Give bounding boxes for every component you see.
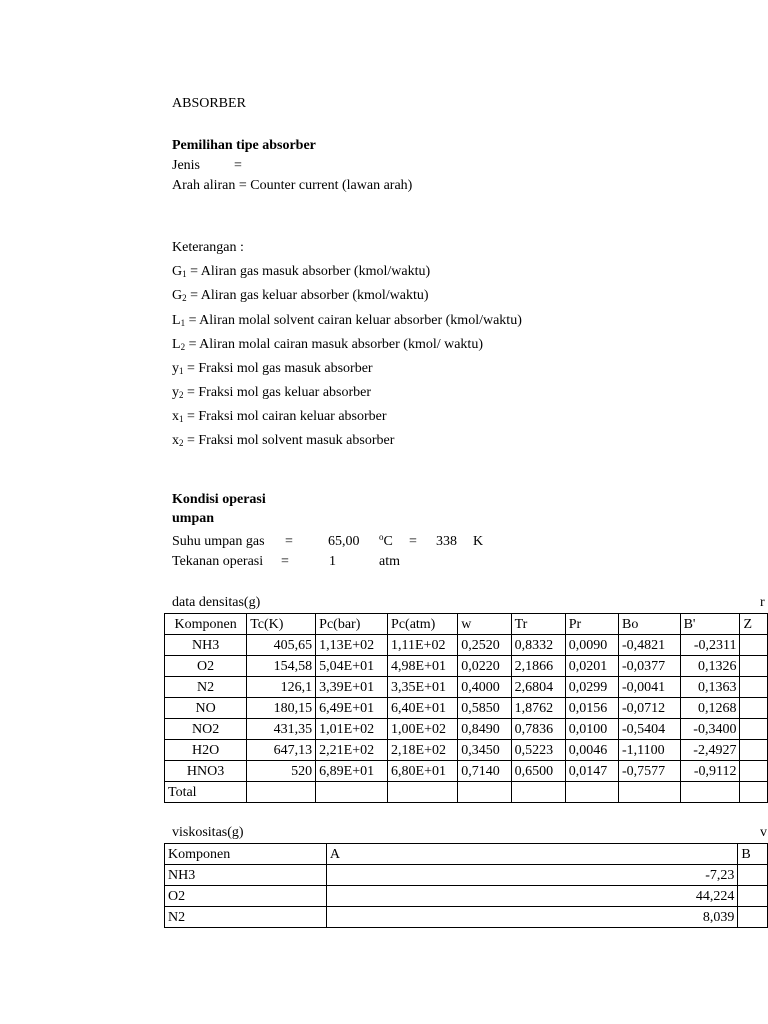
- table-row: [165, 907, 768, 928]
- table-row: [165, 740, 768, 761]
- table-cell: O2: [165, 656, 247, 677]
- densitas-table: [164, 613, 768, 803]
- table-cell: [740, 656, 768, 677]
- table-cell: 6,40E+01: [388, 698, 458, 719]
- table-cell: 0,0299: [565, 677, 618, 698]
- table-cell: -7,23: [326, 865, 738, 886]
- tekanan-unit: atm: [379, 554, 400, 569]
- tekanan-value: 1: [329, 554, 336, 569]
- table-cell: 2,21E+02: [316, 740, 388, 761]
- table-header-cell: Bo: [619, 614, 681, 635]
- table-cell: -1,1100: [619, 740, 681, 761]
- table-cell: 6,49E+01: [316, 698, 388, 719]
- table-cell: N2: [165, 907, 327, 928]
- viskositas-caption: viskositas(g): [172, 825, 244, 840]
- keterangan-item: $L_1$ = Aliran molal solvent cairan keluar absorber (kmol/waktu): [172, 313, 522, 328]
- table-cell: [565, 782, 618, 803]
- table-cell: [738, 886, 768, 907]
- table-cell: 2,18E+02: [388, 740, 458, 761]
- table-cell: 3,35E+01: [388, 677, 458, 698]
- table-row: [165, 656, 768, 677]
- table-cell: [740, 782, 768, 803]
- table-cell: 0,0147: [565, 761, 618, 782]
- table-cell: 0,0156: [565, 698, 618, 719]
- keterangan-item: $x_1$ = Fraksi mol cairan keluar absorber: [172, 409, 387, 424]
- section-heading-kondisi: Kondisi operasi: [172, 492, 266, 507]
- viskositas-table: [164, 843, 768, 928]
- table-cell: 6,80E+01: [388, 761, 458, 782]
- table-cell: 520: [247, 761, 316, 782]
- section-heading-pemilihan: Pemilihan tipe absorber: [172, 138, 316, 153]
- table-cell: 0,1268: [680, 698, 740, 719]
- table-cell: 126,1: [247, 677, 316, 698]
- table-header-cell: Komponen: [165, 844, 327, 865]
- table-cell: -2,4927: [680, 740, 740, 761]
- table-cell: 1,13E+02: [316, 635, 388, 656]
- table-cell: O2: [165, 886, 327, 907]
- suhu-label: Suhu umpan gas: [172, 534, 265, 549]
- section-heading-kondisi-2: umpan: [172, 511, 215, 526]
- table-cell: NO2: [165, 719, 247, 740]
- table-cell: [740, 677, 768, 698]
- table-cell: -0,5404: [619, 719, 681, 740]
- table-cell: 0,0100: [565, 719, 618, 740]
- table-cell: 8,039: [326, 907, 738, 928]
- table-cell: -0,7577: [619, 761, 681, 782]
- table-header-cell: Z: [740, 614, 768, 635]
- table-cell: [247, 782, 316, 803]
- table-cell: [740, 719, 768, 740]
- table-cell: 0,2520: [458, 635, 511, 656]
- keterangan-label: Keterangan :: [172, 240, 244, 255]
- table-cell: 0,8332: [511, 635, 565, 656]
- suhu-unit: $^o$C: [379, 532, 393, 549]
- jenis-equals: =: [234, 158, 242, 173]
- suhu-k-unit: K: [473, 534, 484, 549]
- document-title: ABSORBER: [172, 96, 246, 111]
- table-cell: 0,1326: [680, 656, 740, 677]
- table-cell: 0,6500: [511, 761, 565, 782]
- keterangan-item: $x_2$ = Fraksi mol solvent masuk absorber: [172, 433, 395, 448]
- table-row: [165, 677, 768, 698]
- table-cell: [619, 782, 681, 803]
- table-row: [165, 886, 768, 907]
- table-cell: 0,0090: [565, 635, 618, 656]
- table-header-cell: Pr: [565, 614, 618, 635]
- table-cell: -0,4821: [619, 635, 681, 656]
- table-cell: NO: [165, 698, 247, 719]
- table-header-row: [165, 844, 768, 865]
- table-cell: [680, 782, 740, 803]
- table-cell: 44,224: [326, 886, 738, 907]
- table-header-row: [165, 614, 768, 635]
- table-header-cell: B: [738, 844, 768, 865]
- table-row: [165, 761, 768, 782]
- table-cell: 0,7140: [458, 761, 511, 782]
- table-cell: 154,58: [247, 656, 316, 677]
- table-cell: 0,1363: [680, 677, 740, 698]
- table-cell: -0,0377: [619, 656, 681, 677]
- table-cell: N2: [165, 677, 247, 698]
- total-label: Total: [165, 782, 247, 803]
- table-cell: [388, 782, 458, 803]
- table-cell: 3,39E+01: [316, 677, 388, 698]
- table-row: [165, 698, 768, 719]
- table-cell: 180,15: [247, 698, 316, 719]
- table-cell: 1,11E+02: [388, 635, 458, 656]
- table-cell: [738, 865, 768, 886]
- table-cell: NH3: [165, 865, 327, 886]
- suhu-equals-2: =: [409, 534, 417, 549]
- table-cell: 1,00E+02: [388, 719, 458, 740]
- table-cell: 2,1866: [511, 656, 565, 677]
- table-cell: 0,4000: [458, 677, 511, 698]
- keterangan-item: $y_2$ = Fraksi mol gas keluar absorber: [172, 385, 372, 400]
- table-header-cell: Tc(K): [247, 614, 316, 635]
- table-header-cell: w: [458, 614, 511, 635]
- densitas-caption-right: r: [760, 595, 765, 610]
- suhu-equals: =: [285, 534, 293, 549]
- table-cell: 0,0046: [565, 740, 618, 761]
- table-cell: [511, 782, 565, 803]
- table-cell: 0,0220: [458, 656, 511, 677]
- arah-aliran-line: Arah aliran = Counter current (lawan arah): [172, 178, 413, 193]
- table-cell: -0,2311: [680, 635, 740, 656]
- table-row: [165, 635, 768, 656]
- table-row: [165, 719, 768, 740]
- table-header-cell: A: [326, 844, 738, 865]
- table-row-total: [165, 782, 768, 803]
- table-cell: -0,3400: [680, 719, 740, 740]
- tekanan-label: Tekanan operasi: [172, 554, 264, 569]
- tekanan-equals: =: [281, 554, 289, 569]
- table-cell: 0,5223: [511, 740, 565, 761]
- table-cell: H2O: [165, 740, 247, 761]
- table-cell: -0,9112: [680, 761, 740, 782]
- table-cell: [316, 782, 388, 803]
- table-cell: [738, 907, 768, 928]
- table-cell: 0,8490: [458, 719, 511, 740]
- table-cell: -0,0041: [619, 677, 681, 698]
- suhu-k-value: 338: [436, 534, 457, 549]
- table-cell: 0,7836: [511, 719, 565, 740]
- table-cell: 5,04E+01: [316, 656, 388, 677]
- densitas-caption: data densitas(g): [172, 595, 261, 610]
- table-cell: 0,3450: [458, 740, 511, 761]
- table-cell: 0,5850: [458, 698, 511, 719]
- table-cell: NH3: [165, 635, 247, 656]
- table-row: [165, 865, 768, 886]
- keterangan-item: $y_1$ = Fraksi mol gas masuk absorber: [172, 361, 373, 376]
- jenis-label: Jenis: [172, 158, 200, 173]
- table-cell: [740, 698, 768, 719]
- table-cell: -0,0712: [619, 698, 681, 719]
- table-cell: HNO3: [165, 761, 247, 782]
- keterangan-item: $G_2$ = Aliran gas keluar absorber (kmol/waktu): [172, 288, 429, 303]
- table-cell: 405,65: [247, 635, 316, 656]
- table-cell: [740, 635, 768, 656]
- table-cell: 1,01E+02: [316, 719, 388, 740]
- keterangan-item: $G_1$ = Aliran gas masuk absorber (kmol/waktu): [172, 264, 431, 279]
- table-cell: 4,98E+01: [388, 656, 458, 677]
- table-header-cell: Pc(atm): [388, 614, 458, 635]
- table-cell: 647,13: [247, 740, 316, 761]
- table-cell: 0,0201: [565, 656, 618, 677]
- table-header-cell: B': [680, 614, 740, 635]
- table-cell: 2,6804: [511, 677, 565, 698]
- table-header-cell: Komponen: [165, 614, 247, 635]
- table-cell: [740, 740, 768, 761]
- table-cell: 6,89E+01: [316, 761, 388, 782]
- table-cell: 431,35: [247, 719, 316, 740]
- keterangan-item: $L_2$ = Aliran molal cairan masuk absorber (kmol/ waktu): [172, 337, 483, 352]
- table-cell: [458, 782, 511, 803]
- viskositas-caption-right: v: [760, 825, 767, 840]
- table-cell: 1,8762: [511, 698, 565, 719]
- table-header-cell: Pc(bar): [316, 614, 388, 635]
- table-header-cell: Tr: [511, 614, 565, 635]
- table-cell: [740, 761, 768, 782]
- suhu-value: 65,00: [328, 534, 360, 549]
